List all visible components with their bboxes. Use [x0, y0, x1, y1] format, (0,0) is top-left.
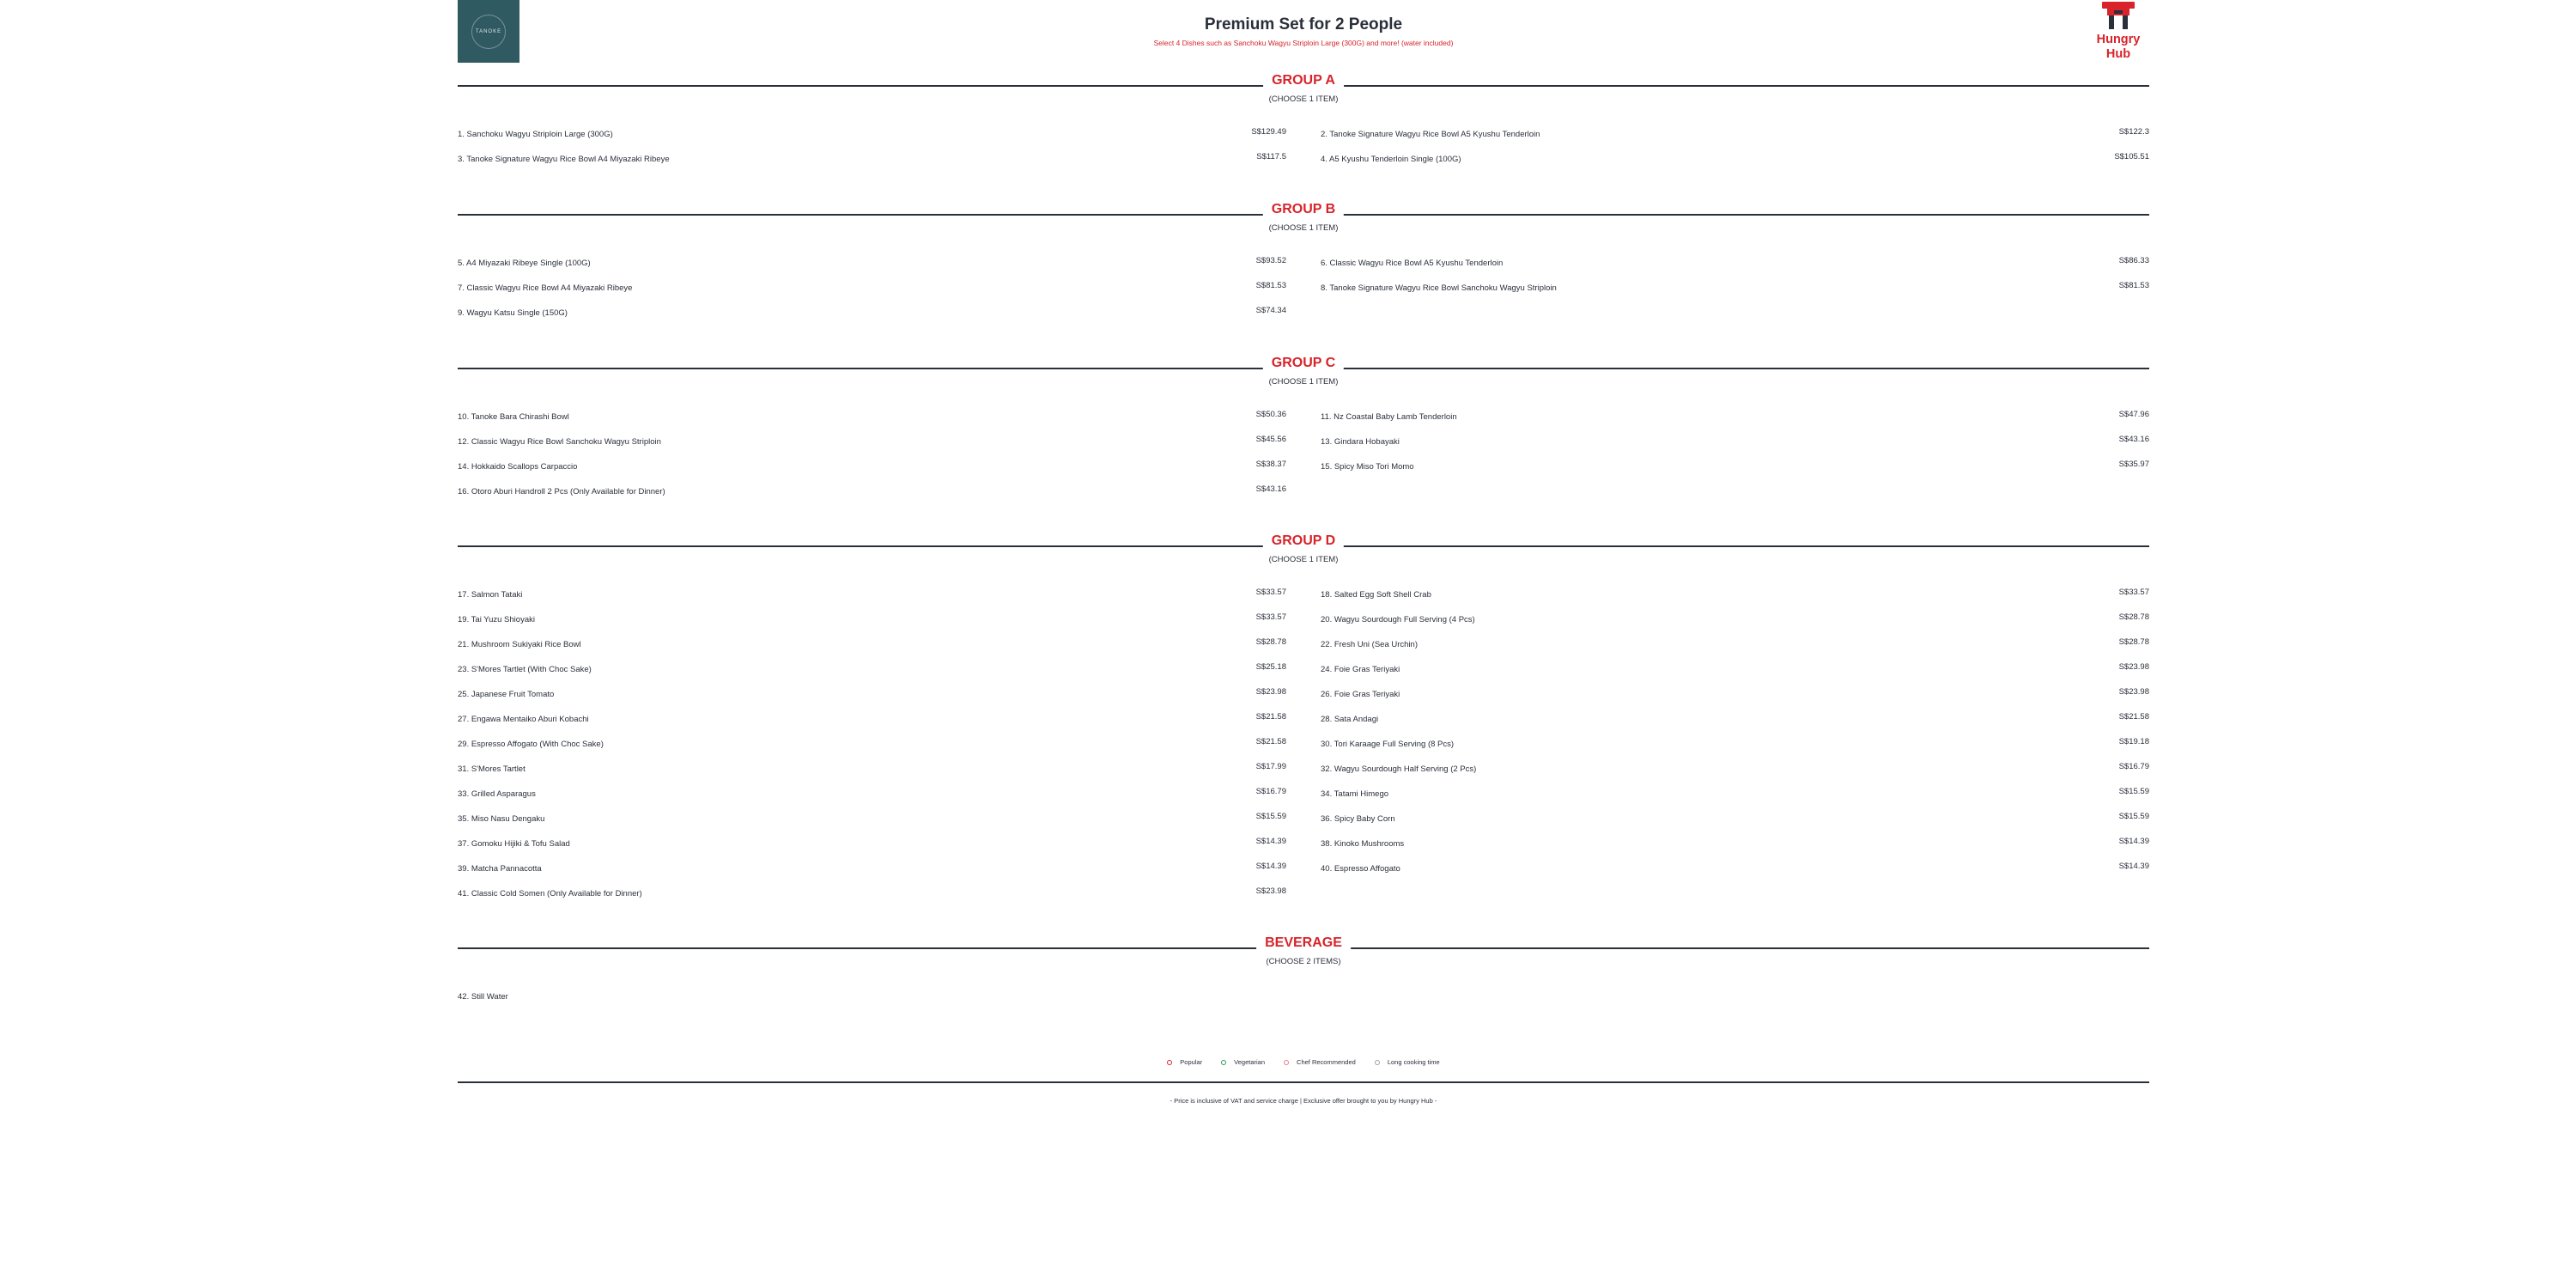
- item-name: 16. Otoro Aburi Handroll 2 Pcs (Only Available for Dinner): [458, 487, 665, 496]
- item-price: S$38.37: [1255, 460, 1286, 469]
- menu-item[interactable]: [1321, 737, 2149, 762]
- item-name: 28. Sata Andagi: [1321, 715, 1379, 724]
- item-price: S$74.34: [1255, 306, 1286, 315]
- item-price: S$105.51: [2114, 152, 2149, 161]
- brand-name-line2: Hub: [2105, 47, 2131, 61]
- item-name: 1. Sanchoku Wagyu Striploin Large (300G): [458, 130, 613, 139]
- item-name: 17. Salmon Tataki: [458, 590, 523, 600]
- menu-item[interactable]: [1321, 787, 2149, 812]
- legend-dot-icon: [1221, 1060, 1226, 1065]
- menu-item[interactable]: [1321, 127, 2149, 152]
- section-subtitle: (CHOOSE 1 ITEM): [1264, 94, 1344, 104]
- menu-item[interactable]: [458, 990, 1286, 1014]
- menu-item[interactable]: [458, 837, 1286, 862]
- item-price: S$15.59: [2118, 787, 2149, 796]
- legend-item: [1221, 1058, 1265, 1066]
- page-title: Premium Set for 2 People: [1204, 15, 1403, 33]
- item-name: 32. Wagyu Sourdough Half Serving (2 Pcs): [1321, 764, 1477, 774]
- menu-page: [458, 0, 2149, 1279]
- menu-item[interactable]: [1321, 837, 2149, 862]
- menu-section: [458, 73, 2149, 164]
- item-price: S$25.18: [1255, 662, 1286, 672]
- section-title: GROUP C: [1263, 356, 1344, 371]
- section-subtitle: (CHOOSE 1 ITEM): [1264, 377, 1344, 387]
- menu-item[interactable]: [458, 712, 1286, 737]
- item-price: S$93.52: [1255, 256, 1286, 265]
- item-name: 39. Matcha Pannacotta: [458, 864, 542, 874]
- item-price: S$33.57: [2118, 588, 2149, 597]
- item-price: S$129.49: [1251, 127, 1286, 137]
- brand-name-line1: Hungry: [2096, 33, 2141, 46]
- item-name: 35. Miso Nasu Dengaku: [458, 814, 545, 824]
- menu-item[interactable]: [458, 687, 1286, 712]
- item-price: S$43.16: [1255, 484, 1286, 494]
- menu-item[interactable]: [1321, 812, 2149, 837]
- item-name: 9. Wagyu Katsu Single (150G): [458, 308, 568, 318]
- item-price: S$17.99: [1255, 762, 1286, 771]
- item-name: 14. Hokkaido Scallops Carpaccio: [458, 462, 578, 472]
- item-name: 23. S'Mores Tartlet (With Choc Sake): [458, 665, 592, 674]
- legend: [458, 1058, 2149, 1066]
- legend-dot-icon: [1167, 1060, 1172, 1065]
- legend-label: Vegetarian: [1234, 1058, 1266, 1066]
- legend-item: [1284, 1058, 1356, 1066]
- menu-section: [458, 533, 2149, 898]
- items-column-right: [1321, 410, 2149, 484]
- items-column-left: [458, 990, 1286, 1014]
- item-price: S$47.96: [2118, 410, 2149, 419]
- item-price: S$33.57: [1255, 588, 1286, 597]
- menu-section: [458, 356, 2149, 496]
- item-name: 26. Foie Gras Teriyaki: [1321, 690, 1400, 699]
- menu-item[interactable]: [1321, 410, 2149, 435]
- item-name: 8. Tanoke Signature Wagyu Rice Bowl Sanchoku Wagyu Striploin: [1321, 283, 1557, 293]
- legend-item: [1375, 1058, 1440, 1066]
- section-title: GROUP D: [1263, 533, 1344, 549]
- item-name: 40. Espresso Affogato: [1321, 864, 1400, 874]
- item-price: S$16.79: [2118, 762, 2149, 771]
- menu-item[interactable]: [1321, 612, 2149, 637]
- item-price: S$122.3: [2118, 127, 2149, 137]
- item-price: S$23.98: [2118, 662, 2149, 672]
- item-price: S$33.57: [1255, 612, 1286, 622]
- item-name: 20. Wagyu Sourdough Full Serving (4 Pcs): [1321, 615, 1475, 624]
- item-name: 34. Tatami Himego: [1321, 789, 1389, 799]
- menu-item[interactable]: [458, 637, 1286, 662]
- menu-item[interactable]: [1321, 637, 2149, 662]
- item-name: 11. Nz Coastal Baby Lamb Tenderloin: [1321, 412, 1457, 422]
- item-price: S$28.78: [1255, 637, 1286, 647]
- items-column-right: [1321, 256, 2149, 306]
- item-name: 37. Gomoku Hijiki & Tofu Salad: [458, 839, 570, 849]
- section-title: BEVERAGE: [1256, 935, 1351, 951]
- menu-item[interactable]: [458, 737, 1286, 762]
- item-price: S$14.39: [2118, 837, 2149, 846]
- section-header: [458, 202, 2149, 234]
- section-header: [458, 73, 2149, 106]
- footer-note: - Price is inclusive of VAT and service charge | Exclusive offer brought to you by Hungry Hub -: [1170, 1097, 1437, 1105]
- menu-item[interactable]: [458, 256, 1286, 281]
- item-price: S$14.39: [2118, 862, 2149, 871]
- section-header: [458, 533, 2149, 566]
- item-price: S$45.56: [1255, 435, 1286, 444]
- item-price: S$43.16: [2118, 435, 2149, 444]
- menu-item[interactable]: [1321, 762, 2149, 787]
- section-title: GROUP A: [1263, 73, 1344, 88]
- item-price: S$23.98: [1255, 687, 1286, 697]
- item-name: 22. Fresh Uni (Sea Urchin): [1321, 640, 1418, 649]
- section-header: [458, 356, 2149, 388]
- item-price: S$21.58: [1255, 712, 1286, 722]
- menu-item[interactable]: [458, 787, 1286, 812]
- menu-section: [458, 935, 2149, 1002]
- item-name: 12. Classic Wagyu Rice Bowl Sanchoku Wagyu Striploin: [458, 437, 661, 447]
- table-icon: [2099, 0, 2138, 33]
- section-subtitle: (CHOOSE 1 ITEM): [1264, 555, 1344, 564]
- menu-section: [458, 202, 2149, 318]
- item-name: 7. Classic Wagyu Rice Bowl A4 Miyazaki Ribeye: [458, 283, 633, 293]
- page-header: [458, 15, 2149, 47]
- menu-item[interactable]: [458, 410, 1286, 435]
- item-price: S$23.98: [1255, 886, 1286, 896]
- menu-item[interactable]: [1321, 281, 2149, 306]
- item-price: S$21.58: [1255, 737, 1286, 746]
- item-price: S$16.79: [1255, 787, 1286, 796]
- legend-dot-icon: [1375, 1060, 1380, 1065]
- menu-item[interactable]: [1321, 152, 2149, 177]
- menu-item[interactable]: [458, 281, 1286, 306]
- item-price: S$86.33: [2118, 256, 2149, 265]
- item-name: 29. Espresso Affogato (With Choc Sake): [458, 740, 604, 749]
- item-name: 21. Mushroom Sukiyaki Rice Bowl: [458, 640, 581, 649]
- menu-item[interactable]: [458, 812, 1286, 837]
- menu-item[interactable]: [458, 152, 1286, 177]
- item-name: 6. Classic Wagyu Rice Bowl A5 Kyushu Tenderloin: [1321, 259, 1504, 268]
- item-name: 13. Gindara Hobayaki: [1321, 437, 1400, 447]
- menu-item[interactable]: [458, 612, 1286, 637]
- footer-divider: [458, 1081, 2149, 1083]
- item-name: 42. Still Water: [458, 992, 508, 1002]
- menu-item[interactable]: [1321, 435, 2149, 460]
- menu-item[interactable]: [458, 484, 1286, 509]
- item-price: S$15.59: [1255, 812, 1286, 821]
- menu-item[interactable]: [1321, 662, 2149, 687]
- item-price: S$81.53: [2118, 281, 2149, 290]
- item-price: S$14.39: [1255, 862, 1286, 871]
- item-name: 3. Tanoke Signature Wagyu Rice Bowl A4 Miyazaki Ribeye: [458, 155, 670, 164]
- menu-item[interactable]: [1321, 256, 2149, 281]
- item-name: 27. Engawa Mentaiko Aburi Kobachi: [458, 715, 589, 724]
- legend-dot-icon: [1284, 1060, 1289, 1065]
- logo-text: TANOKE: [475, 28, 502, 34]
- page-subtitle: Select 4 Dishes such as Sanchoku Wagyu Striploin Large (300G) and more! (water included): [1153, 39, 1454, 47]
- legend-item: [1167, 1058, 1202, 1066]
- item-price: S$14.39: [1255, 837, 1286, 846]
- item-name: 19. Tai Yuzu Shioyaki: [458, 615, 535, 624]
- items-column-left: [458, 588, 1286, 911]
- menu-item[interactable]: [458, 460, 1286, 484]
- item-name: 25. Japanese Fruit Tomato: [458, 690, 555, 699]
- legend-label: Chef Recommended: [1297, 1058, 1356, 1066]
- hungry-hub-logo: [2087, 0, 2149, 67]
- item-price: S$23.98: [2118, 687, 2149, 697]
- menu-item[interactable]: [1321, 588, 2149, 612]
- menu-item[interactable]: [458, 588, 1286, 612]
- legend-label: Long cooking time: [1387, 1058, 1440, 1066]
- item-name: 4. A5 Kyushu Tenderloin Single (100G): [1321, 155, 1461, 164]
- item-price: S$28.78: [2118, 637, 2149, 647]
- menu-item[interactable]: [1321, 712, 2149, 737]
- menu-item[interactable]: [458, 306, 1286, 331]
- item-name: 2. Tanoke Signature Wagyu Rice Bowl A5 Kyushu Tenderloin: [1321, 130, 1540, 139]
- item-price: S$28.78: [2118, 612, 2149, 622]
- item-price: S$19.18: [2118, 737, 2149, 746]
- item-name: 36. Spicy Baby Corn: [1321, 814, 1395, 824]
- menu-item[interactable]: [458, 127, 1286, 152]
- menu-item[interactable]: [1321, 460, 2149, 484]
- items-column-right: [1321, 127, 2149, 177]
- item-price: S$21.58: [2118, 712, 2149, 722]
- menu-item[interactable]: [458, 762, 1286, 787]
- items-column-left: [458, 256, 1286, 331]
- item-name: 41. Classic Cold Somen (Only Available for Dinner): [458, 889, 642, 898]
- items-column-right: [1321, 588, 2149, 886]
- item-name: 38. Kinoko Mushrooms: [1321, 839, 1405, 849]
- item-name: 33. Grilled Asparagus: [458, 789, 536, 799]
- menu-item[interactable]: [458, 862, 1286, 886]
- section-subtitle: (CHOOSE 1 ITEM): [1264, 223, 1344, 233]
- item-name: 10. Tanoke Bara Chirashi Bowl: [458, 412, 569, 422]
- section-subtitle: (CHOOSE 2 ITEMS): [1261, 957, 1346, 966]
- item-price: S$35.97: [2118, 460, 2149, 469]
- legend-label: Popular: [1180, 1058, 1203, 1066]
- item-name: 24. Foie Gras Teriyaki: [1321, 665, 1400, 674]
- menu-item[interactable]: [458, 886, 1286, 911]
- item-name: 18. Salted Egg Soft Shell Crab: [1321, 590, 1431, 600]
- item-price: S$15.59: [2118, 812, 2149, 821]
- item-name: 15. Spicy Miso Tori Momo: [1321, 462, 1414, 472]
- menu-item[interactable]: [1321, 862, 2149, 886]
- item-price: S$81.53: [1255, 281, 1286, 290]
- menu-item[interactable]: [1321, 687, 2149, 712]
- menu-item[interactable]: [458, 435, 1286, 460]
- item-price: S$50.36: [1255, 410, 1286, 419]
- item-name: 5. A4 Miyazaki Ribeye Single (100G): [458, 259, 591, 268]
- item-name: 30. Tori Karaage Full Serving (8 Pcs): [1321, 740, 1455, 749]
- menu-item[interactable]: [458, 662, 1286, 687]
- section-title: GROUP B: [1263, 202, 1344, 217]
- section-header: [458, 935, 2149, 968]
- item-price: S$117.5: [1256, 152, 1286, 161]
- item-name: 31. S'Mores Tartlet: [458, 764, 526, 774]
- items-column-left: [458, 410, 1286, 509]
- items-column-left: [458, 127, 1286, 177]
